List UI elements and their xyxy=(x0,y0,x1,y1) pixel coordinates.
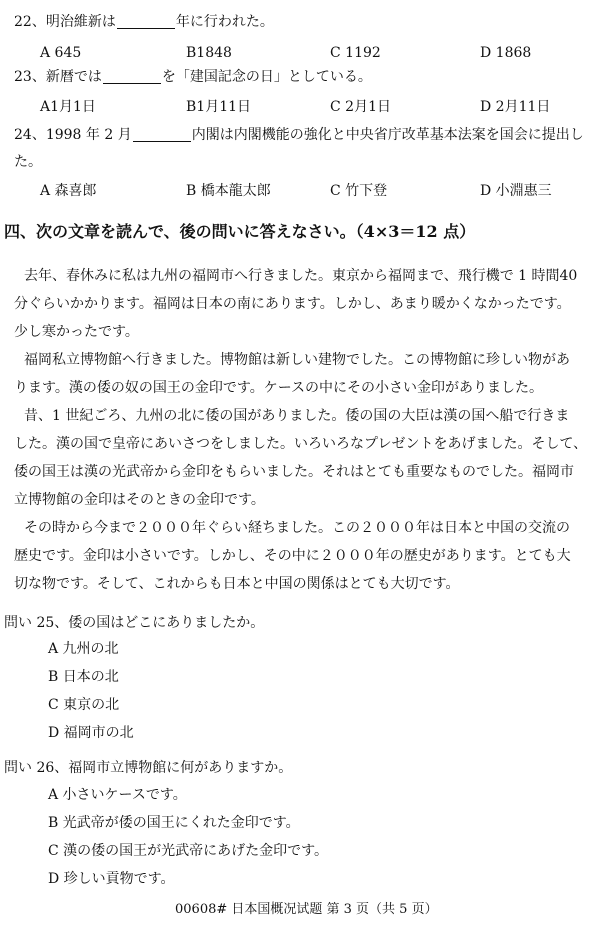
option-d: D 小淵惠三 xyxy=(480,183,552,199)
question-text-post: を「建国記念の日」としている。 xyxy=(161,69,372,85)
option-d: D 福岡市の北 xyxy=(48,725,134,741)
option-a: A 九州の北 xyxy=(48,641,119,657)
question-text-post: 年に行われた。 xyxy=(175,14,274,30)
passage-line: 分ぐらいかかります。福岡は日本の南にあります。しかし、あまり暖かくなかったです。 xyxy=(14,296,571,312)
option-a: A 645 xyxy=(40,45,82,61)
answer-blank xyxy=(117,14,175,29)
passage-line: 歴史です。金印は小さいです。しかし、その中に２０００年の歴史があります。とても大 xyxy=(14,548,571,564)
passage-line: 昔、1 世紀ごろ、九州の北に倭の国がありました。倭の国の大臣は漢の国へ船で行きま xyxy=(24,408,570,424)
question-25: 問い 25、倭の国はどこにありましたか。 xyxy=(4,615,265,631)
question-24-continuation: た。 xyxy=(14,154,42,170)
passage-line: 倭の国王は漢の光武帝から金印をもらいました。それはとても重要なものでした。福岡市 xyxy=(14,464,574,480)
question-text-pre: 1998 年 2 月 xyxy=(45,127,132,143)
option-d: D 珍しい貢物です。 xyxy=(48,871,175,887)
passage-line: 福岡私立博物館へ行きました。博物館は新しい建物でした。この博物館に珍しい物があ xyxy=(24,352,570,368)
option-c: C 1192 xyxy=(330,45,381,61)
question-text-post: 内閣は内閣機能の強化と中央省庁改革基本法案を国会に提出し xyxy=(191,127,584,143)
option-b: B 日本の北 xyxy=(48,669,119,685)
question-24 xyxy=(14,126,584,144)
question-number: 24、 xyxy=(14,127,46,143)
passage-line: その時から今まで２０００年ぐらい経ちました。この２０００年は日本と中国の交流の xyxy=(24,520,570,536)
option-a: A 小さいケースです。 xyxy=(48,787,187,803)
option-d: D 1868 xyxy=(480,45,532,61)
option-c: C 竹下登 xyxy=(330,183,388,199)
option-b: B1848 xyxy=(186,45,232,61)
passage-line: 切な物です。そして、これからも日本と中国の関係はとても大切です。 xyxy=(14,576,460,592)
page-footer: 00608# 日本国概况试题 第 3 页（共 5 页） xyxy=(175,902,438,917)
passage-line: 立博物館の金印はそのときの金印です。 xyxy=(14,492,265,508)
answer-blank xyxy=(103,69,161,84)
passage-line: ります。漢の倭の奴の国王の金印です。ケースの中にその小さい金印がありました。 xyxy=(14,380,544,396)
question-number: 23、 xyxy=(14,69,46,85)
passage-line: 去年、春休みに私は九州の福岡市へ行きました。東京から福岡まで、飛行機で 1 時間40 xyxy=(24,268,578,284)
question-26: 問い 26、福岡市立博物館に何がありますか。 xyxy=(4,760,293,776)
question-text-pre: 新暦では xyxy=(45,69,102,85)
option-d: D 2月11日 xyxy=(480,99,551,115)
option-a: A 森喜郎 xyxy=(40,183,97,199)
option-c: C 東京の北 xyxy=(48,697,120,713)
option-c: C 漢の倭の国王が光武帝にあげた金印です。 xyxy=(48,843,329,859)
section-heading: 四、次の文章を読んで、後の問いに答えなさい。（4×3＝12 点） xyxy=(4,222,476,241)
passage-line: 少し寒かったです。 xyxy=(14,324,139,340)
option-c: C 2月1日 xyxy=(330,99,391,115)
question-22 xyxy=(14,13,274,31)
option-a: A1月1日 xyxy=(40,99,96,115)
passage-line: した。漢の国で皇帝にあいさつをしました。いろいろなプレゼントをあげました。そして、 xyxy=(14,436,588,452)
answer-blank xyxy=(133,127,191,142)
option-b: B 橋本龍太郎 xyxy=(186,183,271,199)
question-number: 22、 xyxy=(14,14,46,30)
question-23 xyxy=(14,68,372,86)
option-b: B1月11日 xyxy=(186,99,252,115)
question-text-pre: 明治維新は xyxy=(45,14,116,30)
option-b: B 光武帝が倭の国王にくれた金印です。 xyxy=(48,815,300,831)
